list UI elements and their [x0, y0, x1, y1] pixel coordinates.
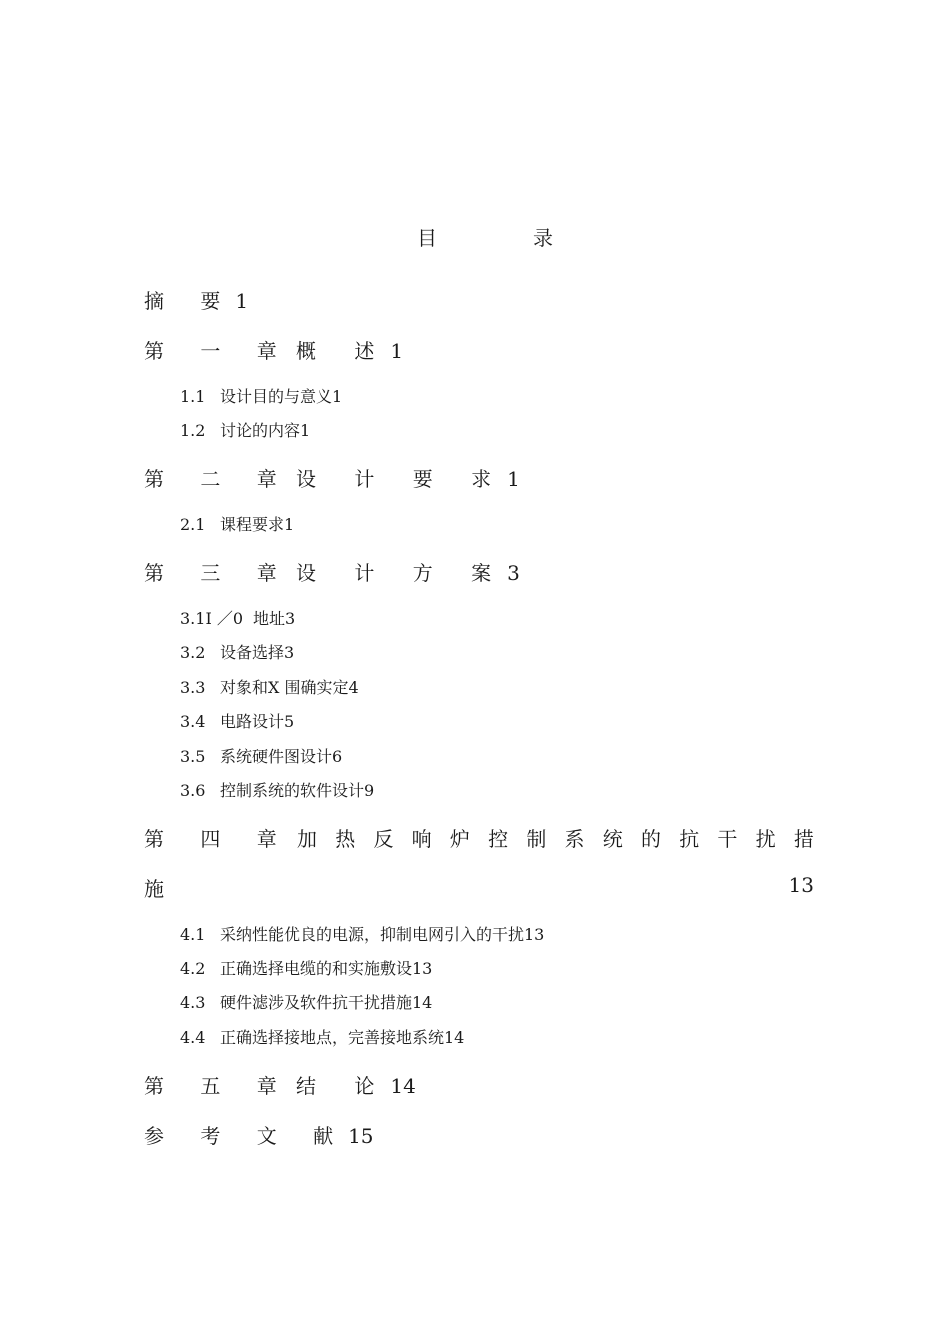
toc-entry-abstract[interactable] — [144, 285, 248, 314]
references-label: 参 考 文 献 — [144, 1124, 349, 1148]
section-title: 讨论的内容1 — [220, 421, 311, 440]
chapter-4-label: 第 四 章 — [144, 827, 292, 851]
section-number: 3.2 — [180, 643, 206, 662]
toc-entry-section-3-6[interactable] — [180, 778, 374, 801]
section-number: 3.3 — [180, 678, 206, 697]
chapter-2-page: 1 — [507, 467, 520, 491]
toc-entry-chapter-2[interactable] — [144, 463, 520, 492]
chapter-4-heading — [297, 823, 814, 852]
toc-entry-chapter-4[interactable] — [144, 823, 814, 852]
section-title: 课程要求1 — [220, 515, 295, 534]
toc-entry-section-4-4[interactable] — [180, 1025, 464, 1048]
chapter-1-heading: 概 述 — [296, 339, 391, 363]
toc-entry-section-3-4[interactable] — [180, 709, 294, 732]
section-title: 正确选择电缆的和实施敷设13 — [220, 959, 433, 978]
section-number: 4.3 — [180, 993, 206, 1012]
toc-entry-section-3-1[interactable] — [180, 606, 295, 629]
toc-entry-chapter-1[interactable] — [144, 335, 403, 364]
toc-entry-section-4-3[interactable] — [180, 990, 432, 1013]
section-title: 系统硬件图设计6 — [220, 747, 343, 766]
chapter-4-heading-tail: 施 — [144, 877, 164, 901]
chapter-4-heading-char: 抗 — [679, 827, 700, 851]
section-title: 硬件滤涉及软件抗干扰措施14 — [220, 993, 433, 1012]
chapter-4-heading-char: 扰 — [755, 827, 776, 851]
section-title: 对象和X 围确实定4 — [220, 678, 359, 697]
section-number: 1.1 — [180, 387, 206, 406]
section-number: 3.4 — [180, 712, 206, 731]
toc-entry-section-3-5[interactable] — [180, 744, 342, 767]
section-number: 1.2 — [180, 421, 206, 440]
chapter-3-heading: 设 计 方 案 — [296, 561, 508, 585]
section-title: 正确选择接地点，完善接地系统14 — [220, 1028, 465, 1047]
chapter-2-heading: 设 计 要 求 — [296, 467, 508, 491]
toc-entry-section-3-3[interactable] — [180, 675, 359, 698]
toc-entry-section-2-1[interactable] — [180, 512, 294, 535]
section-number: 2.1 — [180, 515, 206, 534]
chapter-3-page: 3 — [507, 561, 520, 585]
chapter-4-heading-char: 统 — [602, 827, 623, 851]
chapter-4-page: 13 — [788, 873, 814, 897]
section-number: 3.5 — [180, 747, 206, 766]
section-title: 控制系统的软件设计9 — [220, 781, 375, 800]
chapter-5-label: 第 五 章 — [144, 1074, 292, 1098]
section-title: 地址3 — [253, 609, 296, 628]
abstract-label: 摘 要 — [144, 289, 236, 313]
chapter-4-heading-char: 响 — [411, 827, 432, 851]
chapter-4-heading-char: 干 — [717, 827, 738, 851]
section-number: 3.6 — [180, 781, 206, 800]
section-number: 4.1 — [180, 925, 206, 944]
chapter-4-heading-char: 制 — [526, 827, 547, 851]
chapter-1-label: 第 一 章 — [144, 339, 292, 363]
chapter-1-page: 1 — [390, 339, 404, 363]
toc-entry-section-1-1[interactable] — [180, 384, 342, 407]
toc-entry-section-3-2[interactable] — [180, 640, 294, 663]
toc-entry-section-4-1[interactable] — [180, 922, 544, 945]
toc-entry-chapter-4-continued[interactable] — [144, 873, 814, 902]
toc-title: 目 录 — [417, 226, 591, 250]
section-title: 采纳性能优良的电源，抑制电网引入的干扰13 — [220, 925, 545, 944]
chapter-4-heading-char: 加 — [297, 827, 317, 851]
chapter-2-label: 第 二 章 — [144, 467, 292, 491]
toc-entry-chapter-5[interactable] — [144, 1070, 416, 1099]
section-title: 电路设计5 — [220, 712, 295, 731]
section-number: 3.1I ／0 — [180, 609, 244, 628]
chapter-5-page: 14 — [390, 1074, 416, 1098]
chapter-4-heading-char: 的 — [640, 827, 661, 851]
chapter-4-heading-char: 反 — [373, 827, 394, 851]
chapter-5-heading: 结 论 — [296, 1074, 391, 1098]
references-page: 15 — [348, 1124, 374, 1148]
chapter-4-heading-char: 系 — [564, 827, 585, 851]
section-number: 4.4 — [180, 1028, 206, 1047]
chapter-4-heading-char: 热 — [335, 827, 356, 851]
chapter-4-heading-char: 炉 — [449, 827, 470, 851]
toc-entry-chapter-3[interactable] — [144, 557, 520, 586]
section-number: 4.2 — [180, 959, 206, 978]
abstract-page: 1 — [235, 289, 249, 313]
section-title: 设备选择3 — [220, 643, 295, 662]
toc-entry-section-4-2[interactable] — [180, 956, 432, 979]
chapter-4-heading-char: 措 — [793, 827, 814, 851]
toc-entry-section-1-2[interactable] — [180, 418, 310, 441]
section-title: 设计目的与意义1 — [220, 387, 343, 406]
chapter-3-label: 第 三 章 — [144, 561, 292, 585]
toc-entry-references[interactable] — [144, 1120, 374, 1149]
chapter-4-heading-char: 控 — [488, 827, 509, 851]
